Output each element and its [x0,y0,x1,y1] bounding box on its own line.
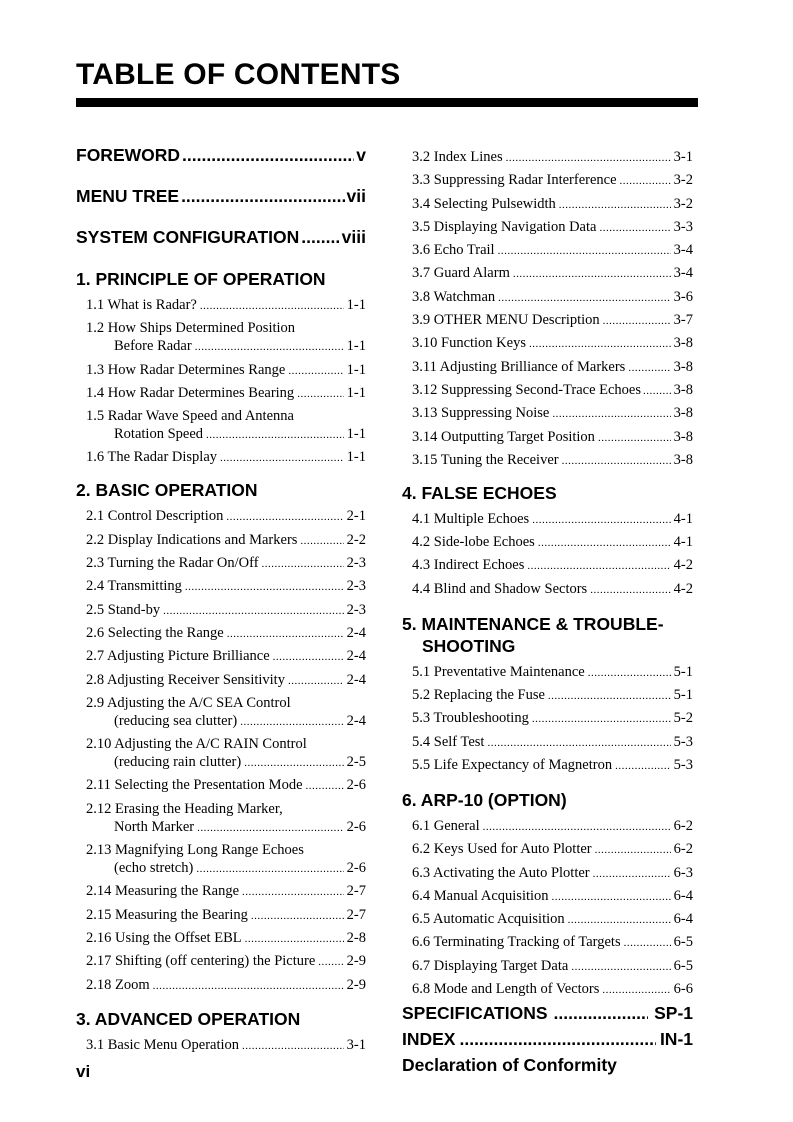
dot-leader [196,859,343,878]
entry-text: 3.15 Tuning the Receiver [412,451,559,468]
entry-page: 1-1 [346,361,366,378]
dot-leader [562,451,671,470]
dot-leader [571,957,670,976]
entry-text: 2.8 Adjusting Receiver Sensitivity [86,671,285,688]
entry-page: 2-4 [346,671,366,688]
toc-entry-6-3[interactable] [402,864,693,883]
dot-leader [206,425,344,444]
entry-text: 2.2 Display Indications and Markers [86,531,298,548]
entry-text: 2.15 Measuring the Bearing [86,906,248,923]
entry-text: 3.4 Selecting Pulsewidth [412,195,556,212]
title-rule [76,98,698,107]
entry-page: 2-2 [346,531,366,548]
toc-entry-2-15[interactable] [76,906,366,925]
entry-text: 1.1 What is Radar? [86,297,197,313]
dot-leader [306,776,344,795]
toc-entry-5-2[interactable] [402,686,693,705]
entry-text: 2.1 Control Description [86,508,224,525]
entry-page: 3-1 [346,1036,366,1053]
entry-text: 3.8 Watchman [412,288,496,305]
entry-page: 3-8 [673,405,693,422]
toc-entry-3-15[interactable] [402,451,693,470]
dot-leader [595,840,671,859]
dot-leader [288,671,344,690]
entry-text: 3.11 Adjusting Brilliance of Markers [412,358,626,375]
entry-text-line1: 2.10 Adjusting the A/C RAIN Control [86,736,307,753]
entry-page: 2-3 [346,555,366,572]
toc-entry-2-4[interactable] [76,577,366,596]
page-title: TABLE OF CONTENTS [76,58,401,91]
entry-page: 3-1 [673,149,693,165]
entry-page: 2-7 [346,883,366,900]
entry-page: 2-4 [346,712,366,729]
entry-text: 6.7 Displaying Target Data [412,957,569,974]
entry-page: 5-3 [673,733,693,750]
entry-page: 3-3 [673,218,693,235]
entry-text: 2.18 Zoom [86,976,150,993]
chapter-4-heading[interactable]: 4. FALSE ECHOES [402,482,557,503]
entry-text-line1: 2.13 Magnifying Long Range Echoes [86,842,304,859]
toc-entry-2-18[interactable] [76,976,366,995]
dot-leader [244,753,343,772]
entry-page: 3-8 [673,451,693,468]
dot-leader [643,381,672,400]
toc-entry-2-17[interactable] [76,952,366,971]
toc-entry-2-11[interactable] [76,776,366,795]
dot-leader [628,358,670,377]
entry-page: SP-1 [654,1003,693,1024]
dot-leader [318,952,343,971]
entry-page: 1-1 [346,449,366,466]
toc-entry-4-2[interactable] [402,533,693,552]
entry-text: 5.4 Self Test [412,733,485,750]
dot-leader [226,507,343,526]
toc-entry-3-9[interactable] [402,311,693,330]
entry-text: 3.12 Suppressing Second-Trace Echoes [412,381,642,398]
dot-leader [251,906,344,925]
entry-text: 6.6 Terminating Tracking of Targets [412,934,621,951]
entry-page: 3-7 [673,312,693,329]
dot-leader [552,887,671,906]
dot-leader [615,756,671,775]
entry-page: 2-8 [346,929,366,946]
toc-right-column [402,148,693,1081]
dot-leader [288,361,343,380]
entry-text: SPECIFICATIONS [402,1003,548,1024]
dot-leader [620,171,671,190]
dot-leader [153,976,344,995]
toc-entry-6-2[interactable] [402,840,693,859]
toc-entry-3-1[interactable] [76,1036,366,1055]
toc-entry-1-1[interactable] [76,296,366,315]
entry-page: IN-1 [659,1029,693,1050]
dot-leader [301,227,339,248]
dot-leader [185,577,344,596]
dot-leader [599,218,670,237]
entry-text-line2: (reducing rain clutter) [114,754,242,771]
toc-entry-foreword[interactable] [76,145,366,169]
entry-page: 3-8 [673,358,693,375]
entry-page: v [356,145,366,165]
entry-text: MENU TREE [76,186,180,206]
entry-text: 6.1 General [412,817,480,834]
entry-text: SYSTEM CONFIGURATION [76,227,300,247]
entry-text-line2: (echo stretch) [114,860,194,877]
dot-leader [195,337,344,356]
entry-page: 2-3 [346,578,366,595]
entry-page: 2-4 [346,648,366,665]
toc-entry-5-1[interactable] [402,663,693,682]
toc-entry-2-14[interactable] [76,882,366,901]
entry-text: 1.3 How Radar Determines Range [86,361,286,378]
dot-leader [598,428,671,447]
entry-text: 3.13 Suppressing Noise [412,405,550,422]
entry-text: 3.2 Index Lines [412,149,503,165]
toc-entry-3-8[interactable] [402,288,693,307]
entry-text: 6.3 Activating the Auto Plotter [412,864,590,881]
entry-text: FOREWORD [76,145,181,165]
entry-text: 1.6 The Radar Display [86,449,218,466]
entry-text: 4.3 Indirect Echoes [412,557,525,574]
entry-page: 4-2 [673,580,693,597]
entry-page: 6-6 [673,981,693,998]
dot-leader [459,1029,655,1050]
toc-entry-5-4[interactable] [402,733,693,752]
toc-entry-2-1[interactable] [76,507,366,526]
chapter-3-heading[interactable]: 3. ADVANCED OPERATION [76,1008,301,1029]
entry-text: 5.3 Troubleshooting [412,710,529,727]
entry-page: 1-1 [346,384,366,401]
dot-leader [506,148,671,167]
entry-text: INDEX [402,1029,456,1050]
toc-entry-specifications[interactable] [402,1003,693,1029]
entry-text: 3.9 OTHER MENU Description [412,312,600,329]
entry-text-line1: 2.9 Adjusting the A/C SEA Control [86,694,291,711]
dot-leader [227,624,344,643]
dot-leader [182,145,354,166]
toc-left-column [76,145,366,1059]
entry-text-line2: (reducing sea clutter) [114,712,238,729]
toc-entry-3-3[interactable] [402,171,693,190]
entry-page: 4-1 [673,510,693,527]
toc-entry-declaration-of-conformity[interactable] [402,1055,693,1081]
toc-entry-2-9[interactable] [76,694,366,731]
dot-leader [593,864,671,883]
entry-text: 5.5 Life Expectancy of Magnetron [412,756,613,773]
entry-text: 3.3 Suppressing Radar Interference [412,172,617,189]
dot-leader [240,712,343,731]
toc-entry-3-12[interactable] [402,381,693,400]
dot-leader [262,554,344,573]
toc-entry-menu-tree[interactable] [76,186,366,210]
entry-text: 6.4 Manual Acquisition [412,887,549,904]
toc-entry-index[interactable] [402,1029,693,1055]
entry-text: Declaration of Conformity [402,1055,617,1076]
entry-text: 4.2 Side-lobe Echoes [412,534,535,551]
toc-entry-2-3[interactable] [76,554,366,573]
entry-text: 5.2 Replacing the Fuse [412,687,545,704]
entry-page: 2-1 [346,508,366,525]
toc-entry-4-3[interactable] [402,556,693,575]
dot-leader [552,404,670,423]
entry-text: 2.14 Measuring the Range [86,883,240,900]
toc-entry-4-4[interactable] [402,580,693,599]
toc-entry-3-6[interactable] [402,241,693,260]
chapter-5-heading-line1: 5. MAINTENANCE & TROUBLE- [402,613,664,634]
entry-text: 2.7 Adjusting Picture Brilliance [86,648,270,665]
toc-entry-2-10[interactable] [76,735,366,772]
dot-leader [487,733,670,752]
toc-entry-6-7[interactable] [402,957,693,976]
entry-text: 2.11 Selecting the Presentation Mode [86,777,303,794]
entry-page: 2-7 [346,906,366,923]
entry-page: 6-2 [673,841,693,858]
entry-text-line1: 1.5 Radar Wave Speed and Antenna [86,408,294,425]
entry-text: 2.5 Stand-by [86,601,161,618]
entry-page: 6-5 [673,957,693,974]
toc-entry-1-5[interactable] [76,407,366,444]
dot-leader [529,334,671,353]
dot-leader [483,817,671,836]
dot-leader [220,448,344,467]
entry-text: 3.7 Guard Alarm [412,265,510,282]
entry-page: 6-5 [673,934,693,951]
entry-page: 3-2 [673,195,693,212]
toc-entry-1-2[interactable] [76,319,366,356]
toc-entry-1-3[interactable] [76,361,366,380]
toc-entry-3-5[interactable] [402,218,693,237]
dot-leader [588,663,671,682]
toc-entry-2-6[interactable] [76,624,366,643]
toc-entry-3-14[interactable] [402,428,693,447]
entry-page: 4-2 [673,557,693,574]
entry-page: 3-4 [673,242,693,259]
dot-leader [197,818,344,837]
dot-leader [297,384,343,403]
toc-entry-3-7[interactable] [402,264,693,283]
entry-page: viii [341,227,366,247]
entry-text: 5.1 Preventative Maintenance [412,663,585,680]
dot-leader [163,601,344,620]
dot-leader [532,510,670,529]
entry-text-line2: Before Radar [114,338,192,355]
entry-page: 2-3 [346,601,366,618]
chapter-5-heading[interactable] [402,613,693,657]
dot-leader [624,933,671,952]
dot-leader [532,709,671,728]
entry-page: 2-9 [346,976,366,993]
toc-entry-3-11[interactable] [402,358,693,377]
dot-leader [548,686,671,705]
entry-page: 3-2 [673,172,693,189]
entry-text: 3.14 Outputting Target Position [412,428,595,445]
dot-leader [498,241,671,260]
toc-entry-3-2[interactable] [402,148,693,167]
entry-page: 2-5 [346,754,366,771]
toc-entry-2-7[interactable] [76,647,366,666]
dot-leader [590,580,670,599]
dot-leader [603,311,671,330]
entry-text: 2.6 Selecting the Range [86,624,224,641]
toc-entry-3-13[interactable] [402,404,693,423]
toc-entry-1-4[interactable] [76,384,366,403]
entry-text: 4.4 Blind and Shadow Sectors [412,580,588,597]
entry-page: 3-4 [673,265,693,282]
toc-entry-2-2[interactable] [76,531,366,550]
toc-entry-2-16[interactable] [76,929,366,948]
entry-text-line2: North Marker [114,818,195,835]
entry-page: 1-1 [346,297,366,313]
entry-page: 6-4 [673,887,693,904]
entry-text-line1: 1.2 How Ships Determined Position [86,320,296,337]
dot-leader [300,531,343,550]
entry-page: 5-1 [673,663,693,680]
toc-entry-1-6[interactable] [76,448,366,467]
entry-page: 3-8 [673,428,693,445]
toc-entry-system-configuration[interactable] [76,227,366,251]
dot-leader [245,929,344,948]
toc-entry-2-5[interactable] [76,601,366,620]
entry-text: 4.1 Multiple Echoes [412,510,530,527]
dot-leader [559,195,671,214]
chapter-2-heading[interactable]: 2. BASIC OPERATION [76,480,258,501]
toc-entry-2-13[interactable] [76,841,366,878]
entry-text-line2: Rotation Speed [114,426,204,443]
entry-text: 2.3 Turning the Radar On/Off [86,555,259,572]
toc-entry-5-5[interactable] [402,756,693,775]
dot-leader [513,264,671,283]
entry-text: 1.4 How Radar Determines Bearing [86,384,295,401]
entry-page: 4-1 [673,534,693,551]
entry-page: 2-6 [346,860,366,877]
entry-text: 6.5 Automatic Acquisition [412,911,565,928]
toc-entry-3-4[interactable] [402,195,693,214]
toc-entry-6-1[interactable] [402,817,693,836]
dot-leader [554,1003,649,1024]
toc-entry-5-3[interactable] [402,709,693,728]
entry-page: 6-2 [673,817,693,834]
toc-entry-4-1[interactable] [402,510,693,529]
entry-page: 6-4 [673,911,693,928]
entry-text: 2.4 Transmitting [86,578,182,595]
dot-leader [273,647,344,666]
chapter-1-heading[interactable]: 1. PRINCIPLE OF OPERATION [76,269,326,289]
toc-entry-2-8[interactable] [76,671,366,690]
entry-text: 2.16 Using the Offset EBL [86,929,242,946]
entry-text-line1: 2.12 Erasing the Heading Marker, [86,800,283,817]
dot-leader [242,882,344,901]
dot-leader [602,980,670,999]
dot-leader [538,533,671,552]
entry-text: 3.6 Echo Trail [412,242,495,259]
entry-page: 2-6 [346,777,366,794]
entry-page: vii [346,186,366,206]
dot-leader [568,910,671,929]
entry-text: 3.10 Function Keys [412,335,526,352]
entry-page: 2-4 [346,624,366,641]
entry-text: 6.2 Keys Used for Auto Plotter [412,841,592,858]
chapter-6-heading[interactable]: 6. ARP-10 (OPTION) [402,789,567,810]
entry-page: 5-3 [673,756,693,773]
entry-page: 2-9 [346,953,366,970]
entry-page: 2-6 [346,818,366,835]
entry-text: 6.8 Mode and Length of Vectors [412,981,600,998]
toc-entry-6-5[interactable] [402,910,693,929]
entry-page: 1-1 [346,338,366,355]
entry-page: 3-8 [673,381,693,398]
toc-entry-6-4[interactable] [402,887,693,906]
toc-entry-3-10[interactable] [402,334,693,353]
page-number: vi [76,1062,91,1081]
toc-entry-2-12[interactable] [76,800,366,837]
entry-page: 5-2 [673,710,693,727]
entry-page: 3-8 [673,335,693,352]
entry-text: 3.5 Displaying Navigation Data [412,218,597,235]
dot-leader [200,296,344,315]
dot-leader [498,288,671,307]
dot-leader [527,556,670,575]
dot-leader [242,1036,344,1055]
toc-entry-6-8[interactable] [402,980,693,999]
entry-page: 5-1 [673,687,693,704]
dot-leader [181,186,344,207]
entry-page: 1-1 [346,426,366,443]
entry-text: 2.17 Shifting (off centering) the Picture [86,953,316,970]
chapter-5-heading-line2: SHOOTING [422,635,516,656]
entry-page: 6-3 [673,864,693,881]
toc-entry-6-6[interactable] [402,933,693,952]
entry-page: 3-6 [673,288,693,305]
entry-text: 3.1 Basic Menu Operation [86,1036,240,1053]
